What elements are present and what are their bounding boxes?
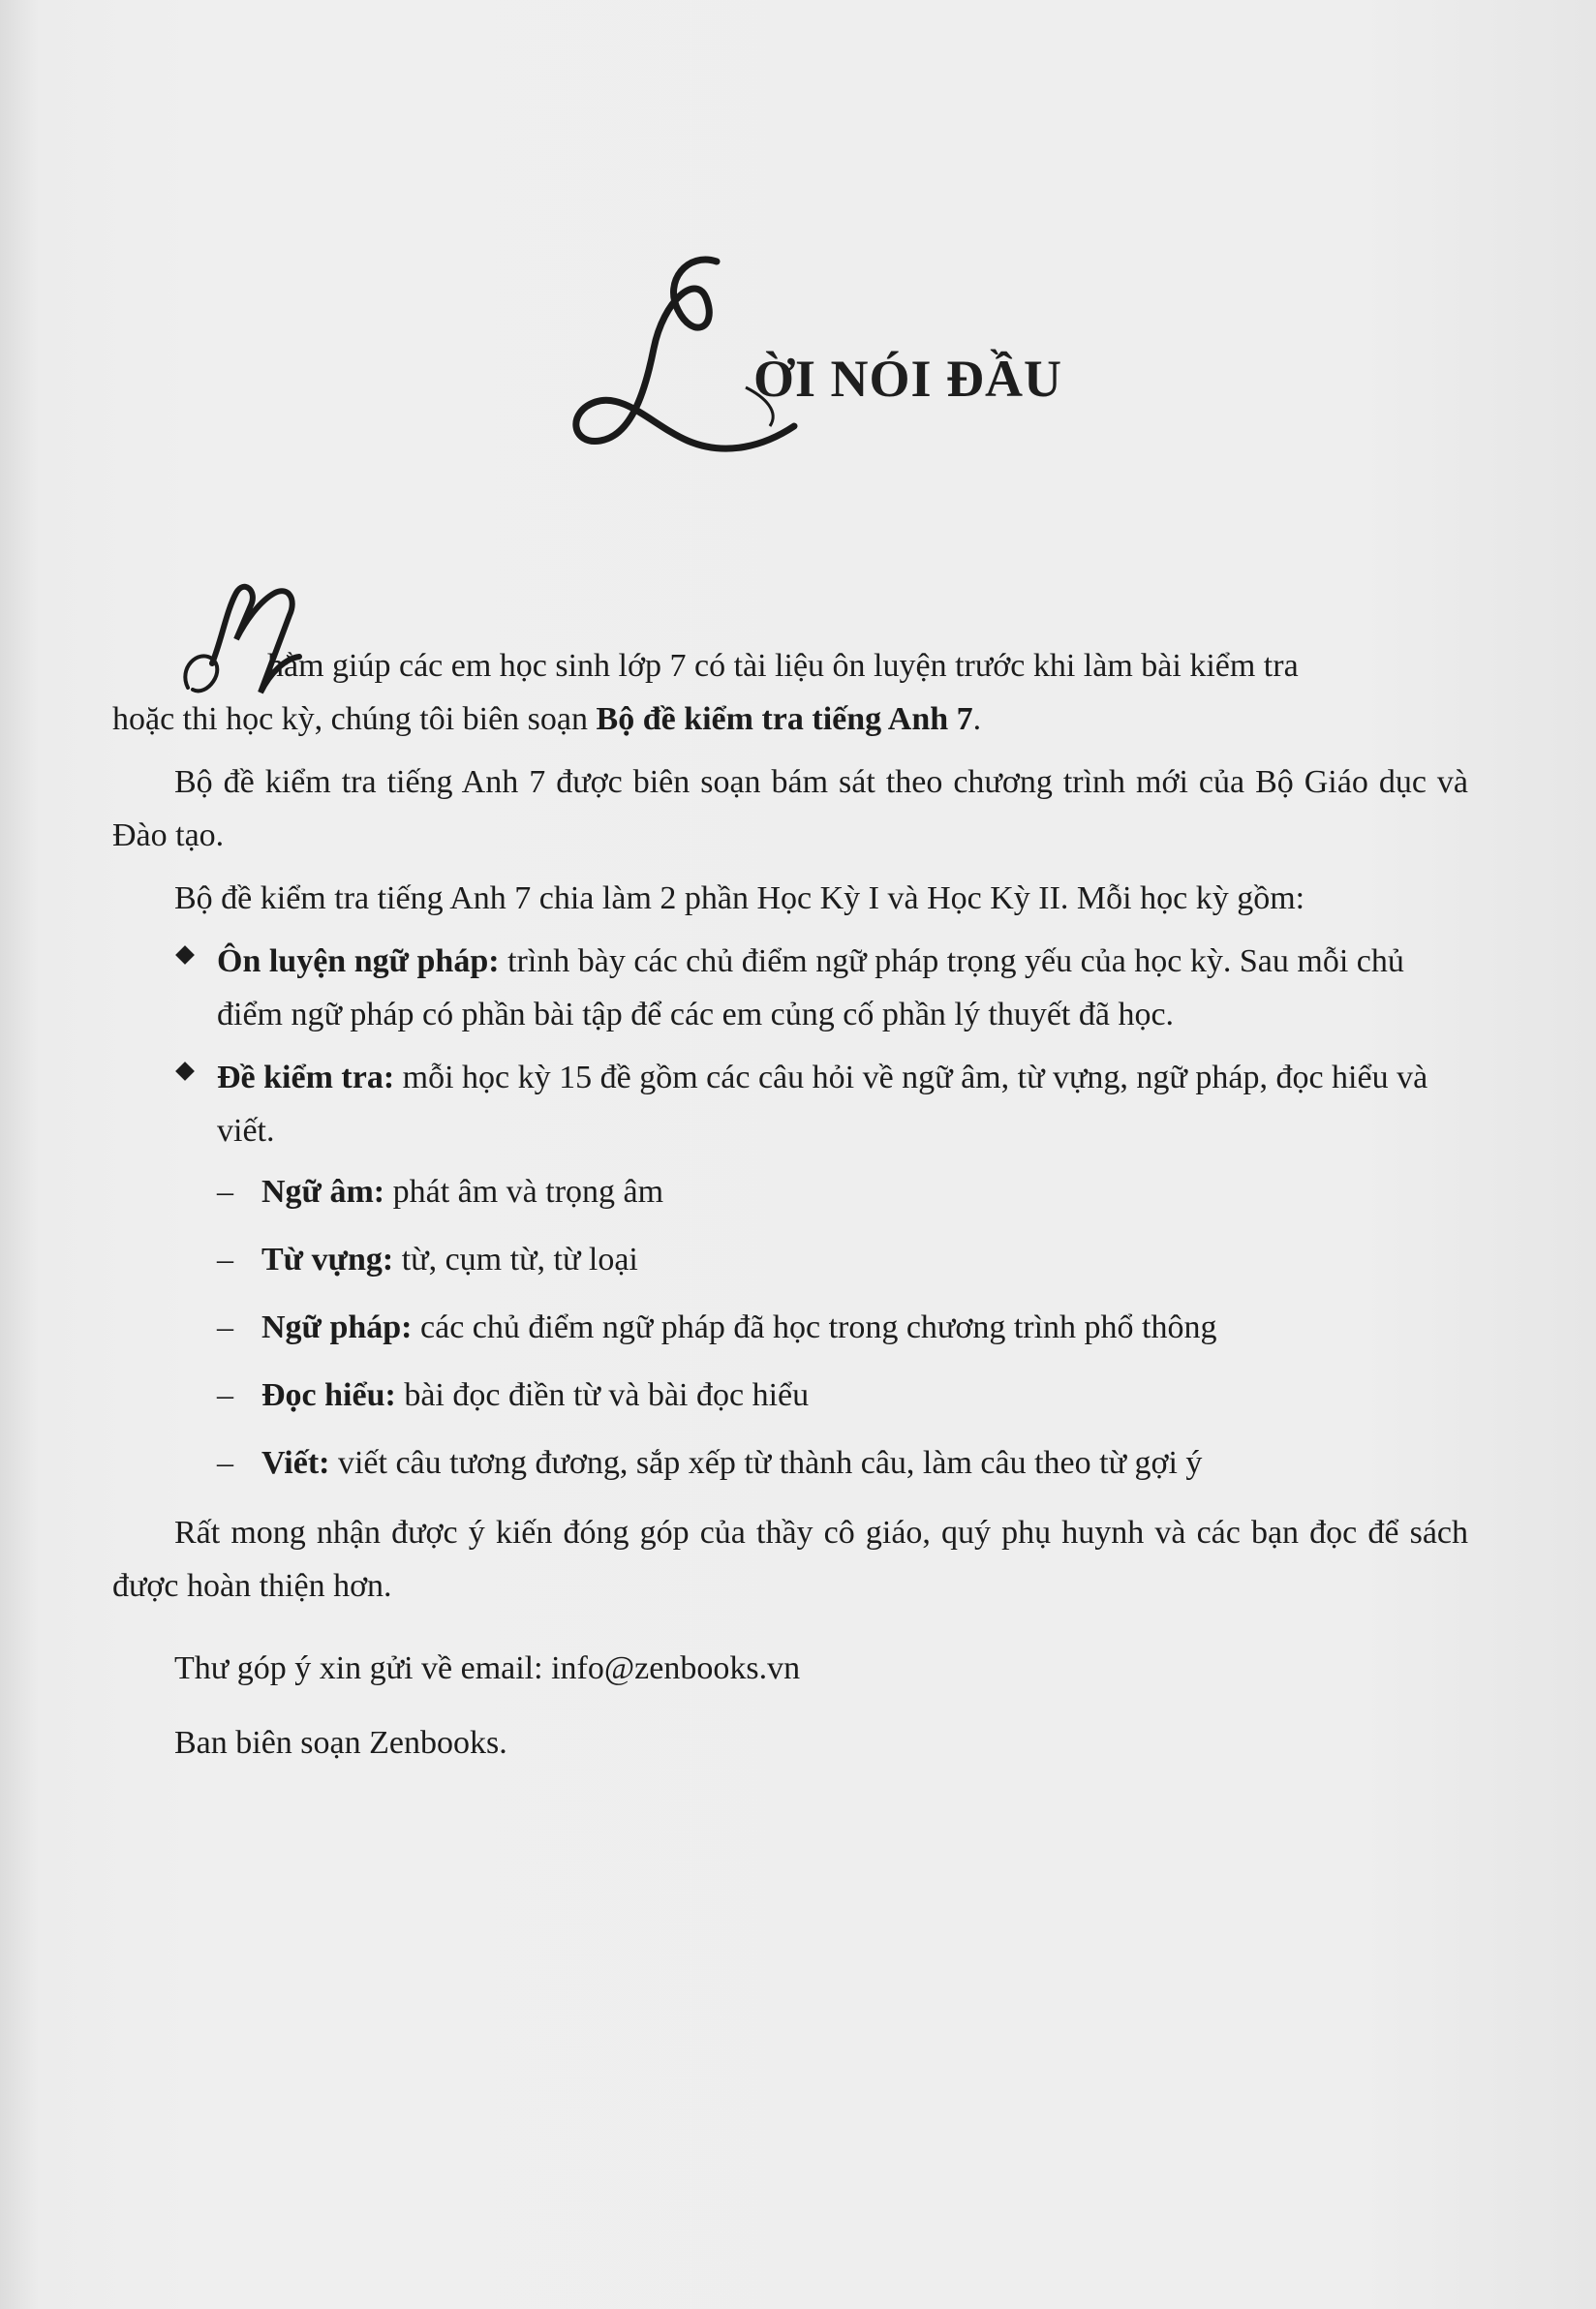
signature: Ban biên soạn Zenbooks. bbox=[174, 1725, 507, 1761]
sub-item-text: các chủ điểm ngữ pháp đã học trong chương trình phổ thông bbox=[412, 1309, 1217, 1345]
sub-item-text: từ, cụm từ, từ loại bbox=[393, 1242, 638, 1278]
dash-bullet: – bbox=[217, 1445, 233, 1481]
dash-bullet: – bbox=[217, 1242, 233, 1278]
intro-line-2-suffix: . bbox=[972, 701, 982, 737]
sub-item-grammar bbox=[112, 1303, 1468, 1353]
bullet-label: Đề kiểm tra: bbox=[217, 1060, 395, 1095]
decorative-initial-n bbox=[169, 581, 304, 707]
sub-item-text: phát âm và trọng âm bbox=[384, 1174, 664, 1210]
sub-item-label: Ngữ pháp: bbox=[261, 1309, 413, 1345]
curriculum-paragraph: Bộ đề kiểm tra tiếng Anh 7 được biên soạn bám sát theo chương trình mới của Bộ Giáo dục và Đào tạo. bbox=[112, 764, 1468, 853]
intro-line-1: hằm giúp các em học sinh lớp 7 có tài liệu ôn luyện trước khi làm bài kiểm tra bbox=[267, 648, 1299, 684]
bullet-grammar-review bbox=[112, 935, 1468, 1041]
contact-section bbox=[112, 1642, 1468, 1770]
sub-item-vocabulary bbox=[112, 1235, 1468, 1285]
sub-item-label: Ngữ âm: bbox=[261, 1174, 385, 1210]
dash-bullet: – bbox=[217, 1174, 233, 1210]
bullet-text: mỗi học kỳ 15 đề gồm các câu hỏi về ngữ âm, từ vựng, ngữ pháp, đọc hiểu và viết. bbox=[217, 1060, 1428, 1149]
sub-item-label: Viết: bbox=[261, 1445, 330, 1481]
sub-item-writing bbox=[112, 1438, 1468, 1489]
intro-paragraph bbox=[112, 581, 1468, 746]
sub-item-label: Đọc hiểu: bbox=[261, 1377, 396, 1413]
structure-paragraph: Bộ đề kiểm tra tiếng Anh 7 chia làm 2 phần Học Kỳ I và Học Kỳ II. Mỗi học kỳ gồm: bbox=[174, 880, 1305, 916]
preface-heading bbox=[571, 242, 1114, 494]
heading-text: ỜI NÓI ĐẦU bbox=[753, 350, 1063, 408]
closing-paragraph: Rất mong nhận được ý kiến đóng góp của thầy cô giáo, quý phụ huynh và các bạn đọc để sách được hoàn thiện hơn. bbox=[112, 1515, 1468, 1604]
preface-body bbox=[112, 581, 1468, 1791]
dash-bullet: – bbox=[217, 1309, 233, 1345]
diamond-bullet-icon bbox=[175, 945, 195, 965]
sub-item-label: Từ vựng: bbox=[261, 1242, 394, 1278]
bullet-label: Ôn luyện ngữ pháp: bbox=[217, 943, 500, 979]
intro-line-2-prefix: hoặc thi học kỳ, chúng tôi biên soạn bbox=[112, 701, 597, 737]
email-line: Thư góp ý xin gửi về email: info@zenbooks.vn bbox=[174, 1650, 801, 1686]
dash-bullet: – bbox=[217, 1377, 233, 1413]
sub-item-reading bbox=[112, 1370, 1468, 1421]
sub-item-text: viết câu tương đương, sắp xếp từ thành câu, làm câu theo từ gợi ý bbox=[329, 1445, 1203, 1481]
sub-item-phonetics bbox=[112, 1167, 1468, 1217]
book-title: Bộ đề kiểm tra tiếng Anh 7 bbox=[596, 701, 973, 737]
bullet-text: trình bày các chủ điểm ngữ pháp trọng yếu của học kỳ. Sau mỗi chủ điểm ngữ pháp có phần bài tập để các em củng cố phần lý thuyết đã học. bbox=[217, 943, 1404, 1032]
bullet-tests bbox=[112, 1051, 1468, 1157]
sub-item-text: bài đọc điền từ và bài đọc hiểu bbox=[395, 1377, 810, 1413]
diamond-bullet-icon bbox=[175, 1062, 195, 1081]
